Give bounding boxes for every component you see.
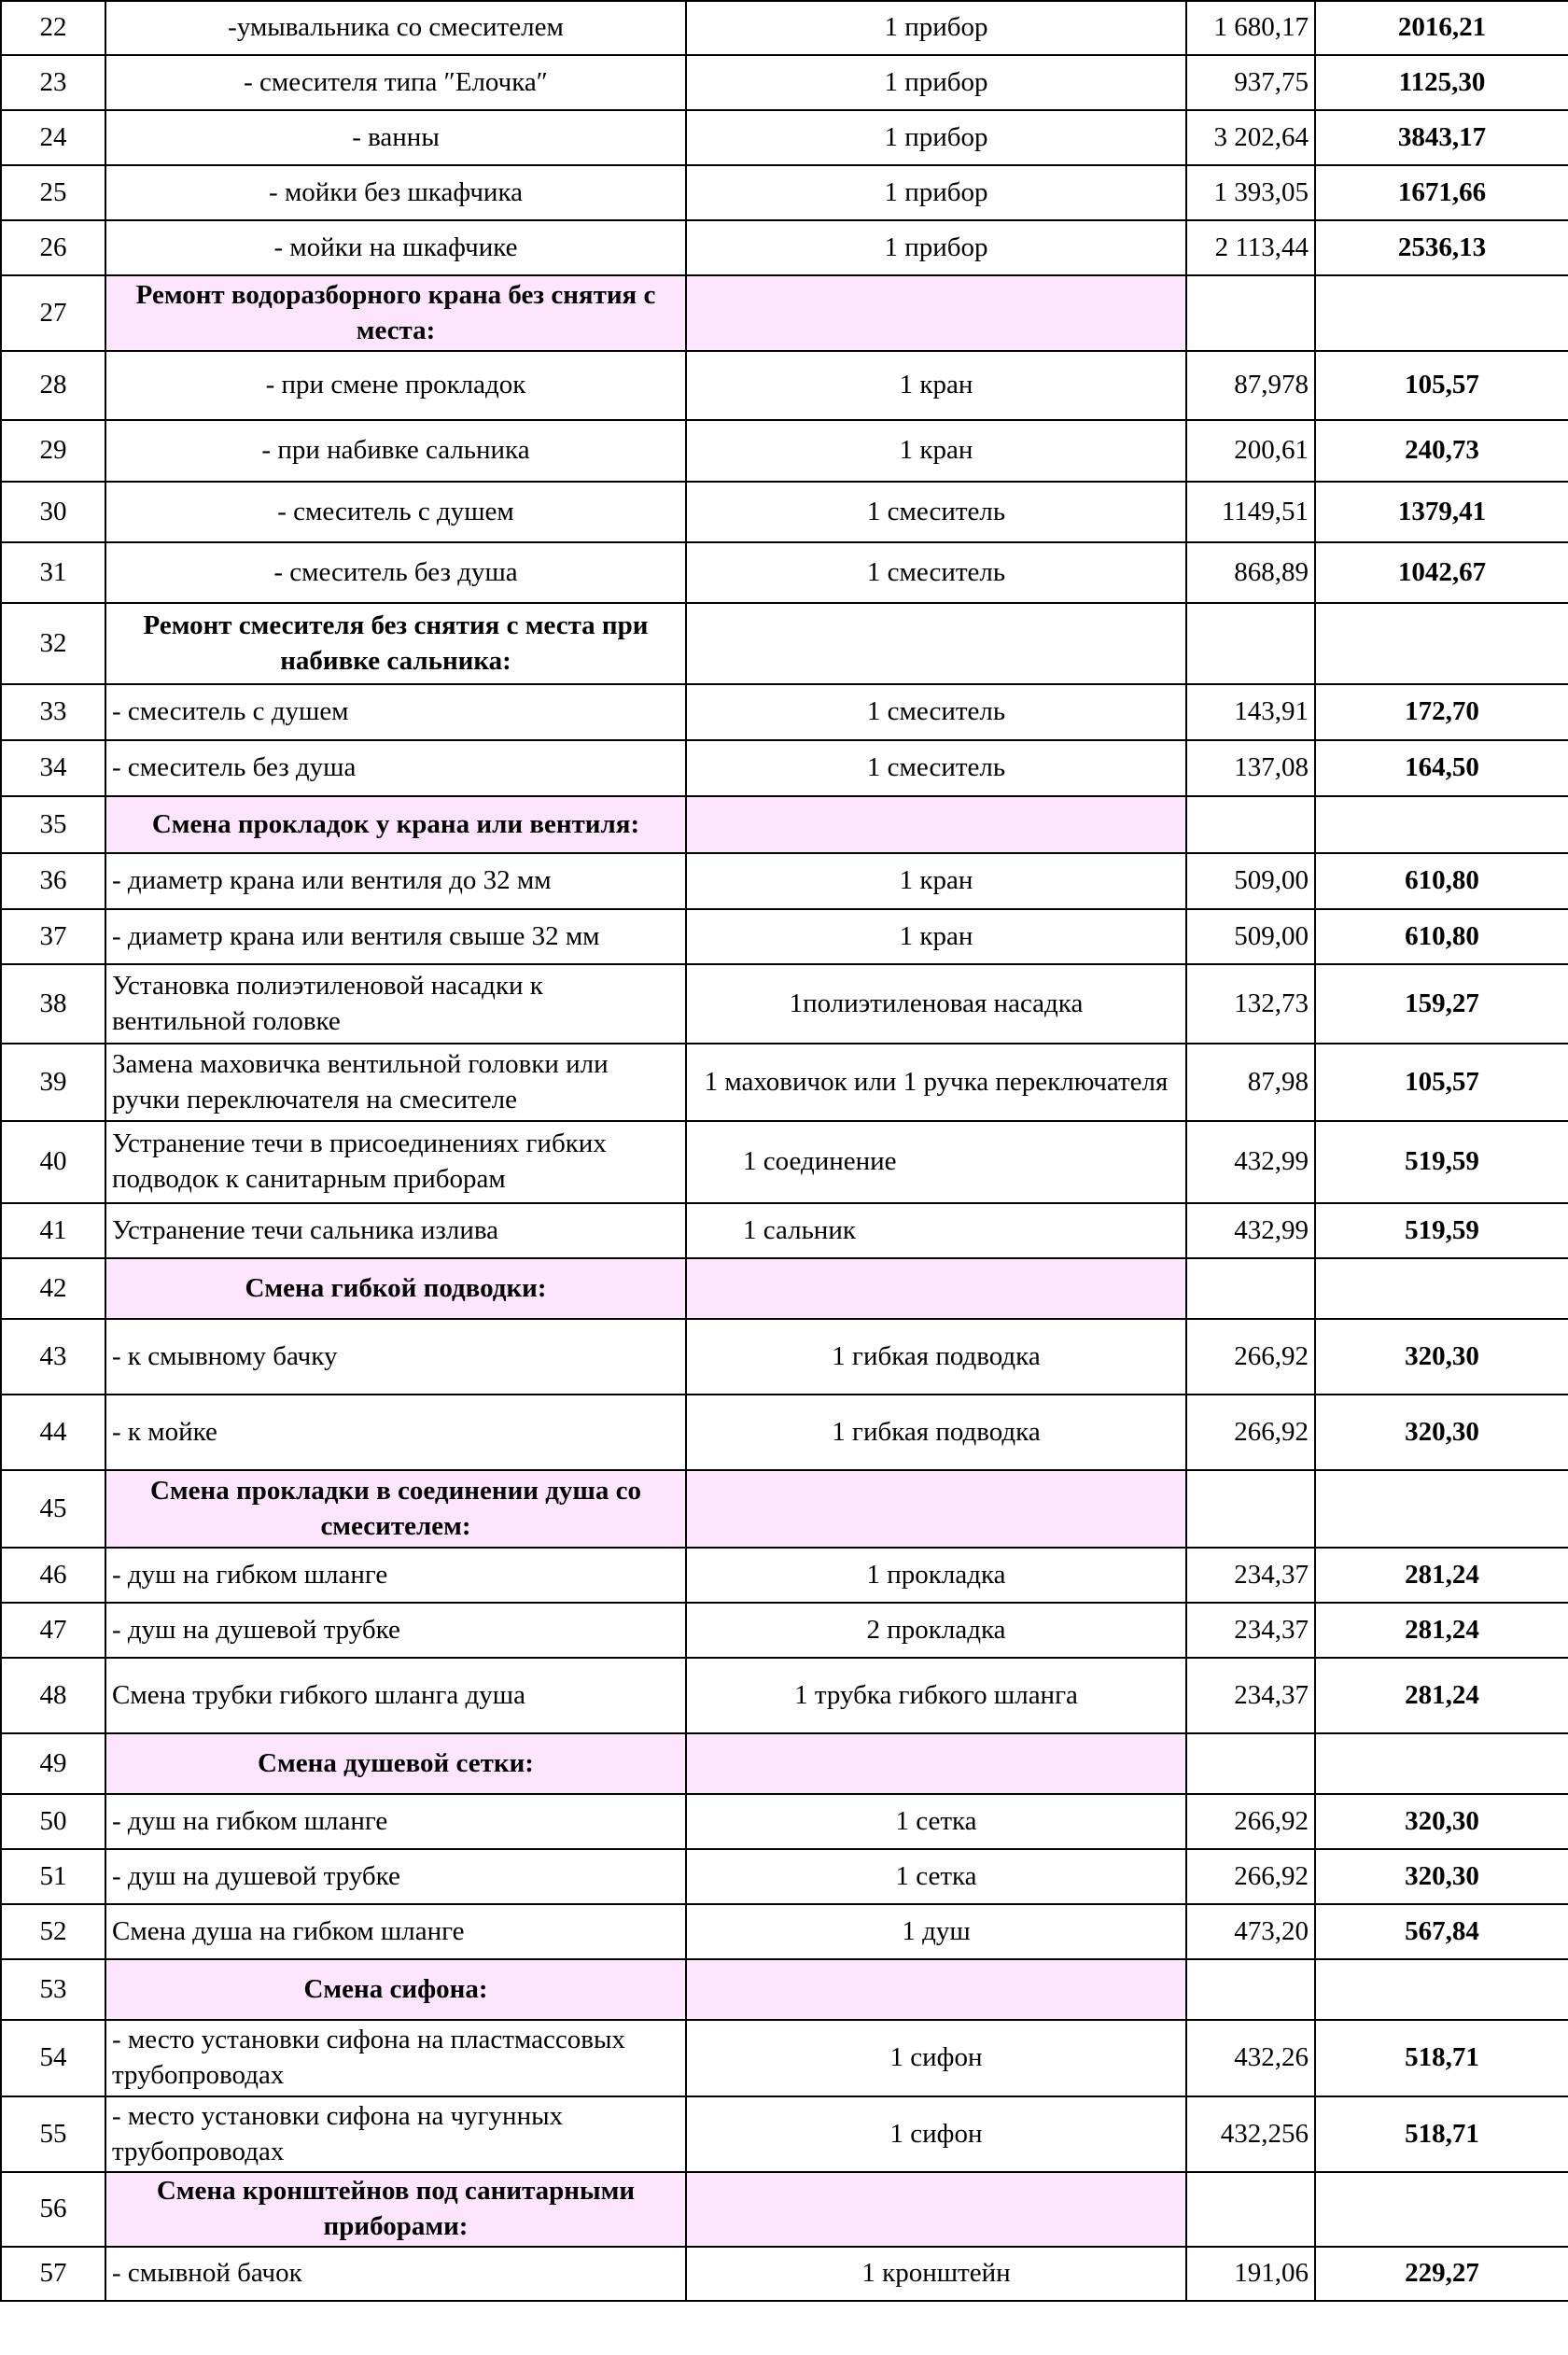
total-price-cell: 1379,41 — [1315, 482, 1568, 542]
table-row — [1, 1548, 1568, 1603]
row-number-cell: 40 — [1, 1121, 105, 1203]
total-price-cell: 320,30 — [1315, 1849, 1568, 1904]
unit-cell: 1 кран — [686, 909, 1186, 964]
work-name-cell: - смеситель с душем — [105, 482, 686, 542]
total-price-cell — [1315, 275, 1568, 351]
unit-cell: 1 прокладка — [686, 1548, 1186, 1603]
table-row — [1, 55, 1568, 110]
table-row — [1, 603, 1568, 684]
section-heading-cell: Смена прокладки в соединении душа со смесителем: — [105, 1470, 686, 1548]
unit-cell: 1 соединение — [686, 1121, 1186, 1203]
row-number-cell: 52 — [1, 1904, 105, 1959]
row-number-cell: 47 — [1, 1603, 105, 1658]
unit-cell: 1полиэтиленовая насадка — [686, 964, 1186, 1044]
row-number-cell: 56 — [1, 2172, 105, 2247]
row-number-cell: 54 — [1, 2020, 105, 2096]
base-price-cell: 1 680,17 — [1186, 1, 1315, 55]
work-name-cell: - мойки без шкафчика — [105, 165, 686, 220]
table-row — [1, 1849, 1568, 1904]
table-row — [1, 351, 1568, 420]
base-price-cell — [1186, 275, 1315, 351]
row-number-cell: 45 — [1, 1470, 105, 1548]
unit-cell — [686, 2172, 1186, 2247]
base-price-cell: 473,20 — [1186, 1904, 1315, 1959]
unit-cell — [686, 275, 1186, 351]
row-number-cell: 55 — [1, 2096, 105, 2172]
work-name-cell: - душ на гибком шланге — [105, 1548, 686, 1603]
row-number-cell: 41 — [1, 1203, 105, 1258]
base-price-cell — [1186, 1258, 1315, 1319]
base-price-cell: 432,256 — [1186, 2096, 1315, 2172]
unit-cell: 2 прокладка — [686, 1603, 1186, 1658]
table-row — [1, 1603, 1568, 1658]
total-price-cell: 1671,66 — [1315, 165, 1568, 220]
base-price-cell: 137,08 — [1186, 740, 1315, 796]
row-number-cell: 32 — [1, 603, 105, 684]
total-price-cell: 164,50 — [1315, 740, 1568, 796]
base-price-cell: 266,92 — [1186, 1395, 1315, 1470]
unit-cell — [686, 1733, 1186, 1794]
base-price-cell: 143,91 — [1186, 684, 1315, 740]
work-name-cell: - мойки на шкафчике — [105, 220, 686, 275]
total-price-cell: 1125,30 — [1315, 55, 1568, 110]
row-number-cell: 30 — [1, 482, 105, 542]
row-number-cell: 36 — [1, 853, 105, 909]
base-price-cell: 868,89 — [1186, 542, 1315, 603]
row-number-cell: 46 — [1, 1548, 105, 1603]
total-price-cell — [1315, 603, 1568, 684]
base-price-cell: 234,37 — [1186, 1658, 1315, 1733]
total-price-cell: 105,57 — [1315, 1044, 1568, 1121]
total-price-cell: 610,80 — [1315, 853, 1568, 909]
row-number-cell: 49 — [1, 1733, 105, 1794]
work-name-cell: - к смывному бачку — [105, 1319, 686, 1395]
total-price-cell: 1042,67 — [1315, 542, 1568, 603]
unit-cell: 1 смеситель — [686, 684, 1186, 740]
base-price-cell: 87,98 — [1186, 1044, 1315, 1121]
base-price-cell: 2 113,44 — [1186, 220, 1315, 275]
table-row — [1, 853, 1568, 909]
base-price-cell: 432,99 — [1186, 1203, 1315, 1258]
row-number-cell: 33 — [1, 684, 105, 740]
base-price-cell — [1186, 1959, 1315, 2020]
table-row — [1, 1733, 1568, 1794]
table-row — [1, 220, 1568, 275]
total-price-cell — [1315, 1258, 1568, 1319]
work-name-cell: - место установки сифона на пластмассовых трубопроводах — [105, 2020, 686, 2096]
unit-cell: 1 маховичок или 1 ручка переключателя — [686, 1044, 1186, 1121]
table-row — [1, 420, 1568, 482]
unit-cell: 1 прибор — [686, 220, 1186, 275]
row-number-cell: 26 — [1, 220, 105, 275]
total-price-cell: 610,80 — [1315, 909, 1568, 964]
unit-cell: 1 смеситель — [686, 740, 1186, 796]
unit-cell: 1 сифон — [686, 2096, 1186, 2172]
unit-cell — [686, 796, 1186, 853]
total-price-cell — [1315, 1733, 1568, 1794]
total-price-cell: 320,30 — [1315, 1395, 1568, 1470]
unit-cell: 1 прибор — [686, 1, 1186, 55]
unit-cell: 1 кронштейн — [686, 2247, 1186, 2301]
section-heading-cell: Смена гибкой подводки: — [105, 1258, 686, 1319]
row-number-cell: 31 — [1, 542, 105, 603]
base-price-cell: 1 393,05 — [1186, 165, 1315, 220]
total-price-cell: 320,30 — [1315, 1794, 1568, 1849]
table-row — [1, 1658, 1568, 1733]
row-number-cell: 39 — [1, 1044, 105, 1121]
base-price-cell — [1186, 796, 1315, 853]
total-price-cell: 2536,13 — [1315, 220, 1568, 275]
row-number-cell: 44 — [1, 1395, 105, 1470]
total-price-cell: 281,24 — [1315, 1603, 1568, 1658]
row-number-cell: 28 — [1, 351, 105, 420]
work-name-cell: - место установки сифона на чугунных трубопроводах — [105, 2096, 686, 2172]
total-price-cell: 519,59 — [1315, 1203, 1568, 1258]
total-price-cell: 172,70 — [1315, 684, 1568, 740]
work-name-cell: Смена трубки гибкого шланга душа — [105, 1658, 686, 1733]
table-row — [1, 964, 1568, 1044]
row-number-cell: 50 — [1, 1794, 105, 1849]
work-name-cell: - душ на душевой трубке — [105, 1849, 686, 1904]
section-heading-cell: Смена сифона: — [105, 1959, 686, 2020]
base-price-cell: 266,92 — [1186, 1794, 1315, 1849]
row-number-cell: 37 — [1, 909, 105, 964]
table-row — [1, 1121, 1568, 1203]
total-price-cell: 518,71 — [1315, 2096, 1568, 2172]
unit-cell — [686, 1258, 1186, 1319]
row-number-cell: 29 — [1, 420, 105, 482]
base-price-cell: 87,978 — [1186, 351, 1315, 420]
base-price-cell: 509,00 — [1186, 853, 1315, 909]
table-row — [1, 2172, 1568, 2247]
table-row — [1, 1904, 1568, 1959]
table-row — [1, 1319, 1568, 1395]
row-number-cell: 53 — [1, 1959, 105, 2020]
section-heading-cell: Смена прокладок у крана или вентиля: — [105, 796, 686, 853]
row-number-cell: 25 — [1, 165, 105, 220]
total-price-cell: 518,71 — [1315, 2020, 1568, 2096]
base-price-cell — [1186, 603, 1315, 684]
row-number-cell: 48 — [1, 1658, 105, 1733]
table-row — [1, 796, 1568, 853]
table-row — [1, 165, 1568, 220]
section-heading-cell: Смена душевой сетки: — [105, 1733, 686, 1794]
base-price-cell: 200,61 — [1186, 420, 1315, 482]
total-price-cell: 159,27 — [1315, 964, 1568, 1044]
work-name-cell: - душ на душевой трубке — [105, 1603, 686, 1658]
work-name-cell: Установка полиэтиленовой насадки к вентильной головке — [105, 964, 686, 1044]
base-price-cell: 234,37 — [1186, 1548, 1315, 1603]
table-row — [1, 1794, 1568, 1849]
base-price-cell: 266,92 — [1186, 1849, 1315, 1904]
section-heading-cell: Ремонт водоразборного крана без снятия с места: — [105, 275, 686, 351]
table-row — [1, 110, 1568, 165]
base-price-cell: 509,00 — [1186, 909, 1315, 964]
row-number-cell: 22 — [1, 1, 105, 55]
total-price-cell: 229,27 — [1315, 2247, 1568, 2301]
unit-cell: 1 кран — [686, 420, 1186, 482]
total-price-cell: 519,59 — [1315, 1121, 1568, 1203]
work-name-cell: - к мойке — [105, 1395, 686, 1470]
base-price-cell: 132,73 — [1186, 964, 1315, 1044]
table-row — [1, 2096, 1568, 2172]
base-price-cell: 432,26 — [1186, 2020, 1315, 2096]
row-number-cell: 51 — [1, 1849, 105, 1904]
table-row — [1, 1, 1568, 55]
work-name-cell: - душ на гибком шланге — [105, 1794, 686, 1849]
base-price-cell: 266,92 — [1186, 1319, 1315, 1395]
work-name-cell: - смеситель без душа — [105, 542, 686, 603]
table-row — [1, 1258, 1568, 1319]
unit-cell — [686, 1959, 1186, 2020]
row-number-cell: 27 — [1, 275, 105, 351]
total-price-cell — [1315, 1959, 1568, 2020]
section-heading-cell: Смена кронштейнов под санитарными приборами: — [105, 2172, 686, 2247]
total-price-cell: 281,24 — [1315, 1548, 1568, 1603]
total-price-cell: 567,84 — [1315, 1904, 1568, 1959]
total-price-cell: 281,24 — [1315, 1658, 1568, 1733]
work-name-cell: - смывной бачок — [105, 2247, 686, 2301]
unit-cell: 1 сетка — [686, 1794, 1186, 1849]
base-price-cell: 1149,51 — [1186, 482, 1315, 542]
work-name-cell: -умывальника со смесителем — [105, 1, 686, 55]
total-price-cell: 105,57 — [1315, 351, 1568, 420]
total-price-cell — [1315, 1470, 1568, 1548]
row-number-cell: 42 — [1, 1258, 105, 1319]
work-name-cell: - диаметр крана или вентиля свыше 32 мм — [105, 909, 686, 964]
row-number-cell: 24 — [1, 110, 105, 165]
unit-cell: 1 гибкая подводка — [686, 1319, 1186, 1395]
work-name-cell: - смеситель с душем — [105, 684, 686, 740]
base-price-cell — [1186, 2172, 1315, 2247]
base-price-cell: 432,99 — [1186, 1121, 1315, 1203]
work-name-cell: Устранение течи сальника излива — [105, 1203, 686, 1258]
table-row — [1, 2247, 1568, 2301]
row-number-cell: 57 — [1, 2247, 105, 2301]
base-price-cell: 234,37 — [1186, 1603, 1315, 1658]
unit-cell: 1 прибор — [686, 165, 1186, 220]
unit-cell: 1 смеситель — [686, 482, 1186, 542]
unit-cell — [686, 603, 1186, 684]
total-price-cell: 3843,17 — [1315, 110, 1568, 165]
total-price-cell — [1315, 796, 1568, 853]
table-row — [1, 684, 1568, 740]
unit-cell: 1 кран — [686, 351, 1186, 420]
row-number-cell: 38 — [1, 964, 105, 1044]
base-price-cell — [1186, 1733, 1315, 1794]
row-number-cell: 43 — [1, 1319, 105, 1395]
work-name-cell: - диаметр крана или вентиля до 32 мм — [105, 853, 686, 909]
table-row — [1, 482, 1568, 542]
base-price-cell: 191,06 — [1186, 2247, 1315, 2301]
total-price-cell: 240,73 — [1315, 420, 1568, 482]
total-price-cell: 320,30 — [1315, 1319, 1568, 1395]
unit-cell: 1 трубка гибкого шланга — [686, 1658, 1186, 1733]
table-row — [1, 542, 1568, 603]
total-price-cell — [1315, 2172, 1568, 2247]
unit-cell: 1 прибор — [686, 55, 1186, 110]
table-row — [1, 2020, 1568, 2096]
row-number-cell: 34 — [1, 740, 105, 796]
table-row — [1, 1470, 1568, 1548]
unit-cell — [686, 1470, 1186, 1548]
work-name-cell: - ванны — [105, 110, 686, 165]
table-row — [1, 1044, 1568, 1121]
unit-cell: 1 сетка — [686, 1849, 1186, 1904]
table-row — [1, 1203, 1568, 1258]
unit-cell: 1 сифон — [686, 2020, 1186, 2096]
base-price-cell: 937,75 — [1186, 55, 1315, 110]
unit-cell: 1 гибкая подводка — [686, 1395, 1186, 1470]
unit-cell: 1 душ — [686, 1904, 1186, 1959]
table-row — [1, 909, 1568, 964]
work-name-cell: Смена душа на гибком шланге — [105, 1904, 686, 1959]
row-number-cell: 35 — [1, 796, 105, 853]
table-row — [1, 740, 1568, 796]
unit-cell: 1 кран — [686, 853, 1186, 909]
base-price-cell: 3 202,64 — [1186, 110, 1315, 165]
total-price-cell: 2016,21 — [1315, 1, 1568, 55]
base-price-cell — [1186, 1470, 1315, 1548]
price-list-body — [1, 1, 1568, 2301]
section-heading-cell: Ремонт смесителя без снятия с места при набивке сальника: — [105, 603, 686, 684]
table-row — [1, 1395, 1568, 1470]
table-row — [1, 275, 1568, 351]
unit-cell: 1 смеситель — [686, 542, 1186, 603]
row-number-cell: 23 — [1, 55, 105, 110]
work-name-cell: Устранение течи в присоединениях гибких подводок к санитарным приборам — [105, 1121, 686, 1203]
unit-cell: 1 прибор — [686, 110, 1186, 165]
work-name-cell: - смеситель без душа — [105, 740, 686, 796]
work-name-cell: - смесителя типа ″Елочка″ — [105, 55, 686, 110]
unit-cell: 1 сальник — [686, 1203, 1186, 1258]
work-name-cell: - при набивке сальника — [105, 420, 686, 482]
table-row — [1, 1959, 1568, 2020]
work-name-cell: Замена маховичка вентильной головки или ручки переключателя на смесителе — [105, 1044, 686, 1121]
work-name-cell: - при смене прокладок — [105, 351, 686, 420]
